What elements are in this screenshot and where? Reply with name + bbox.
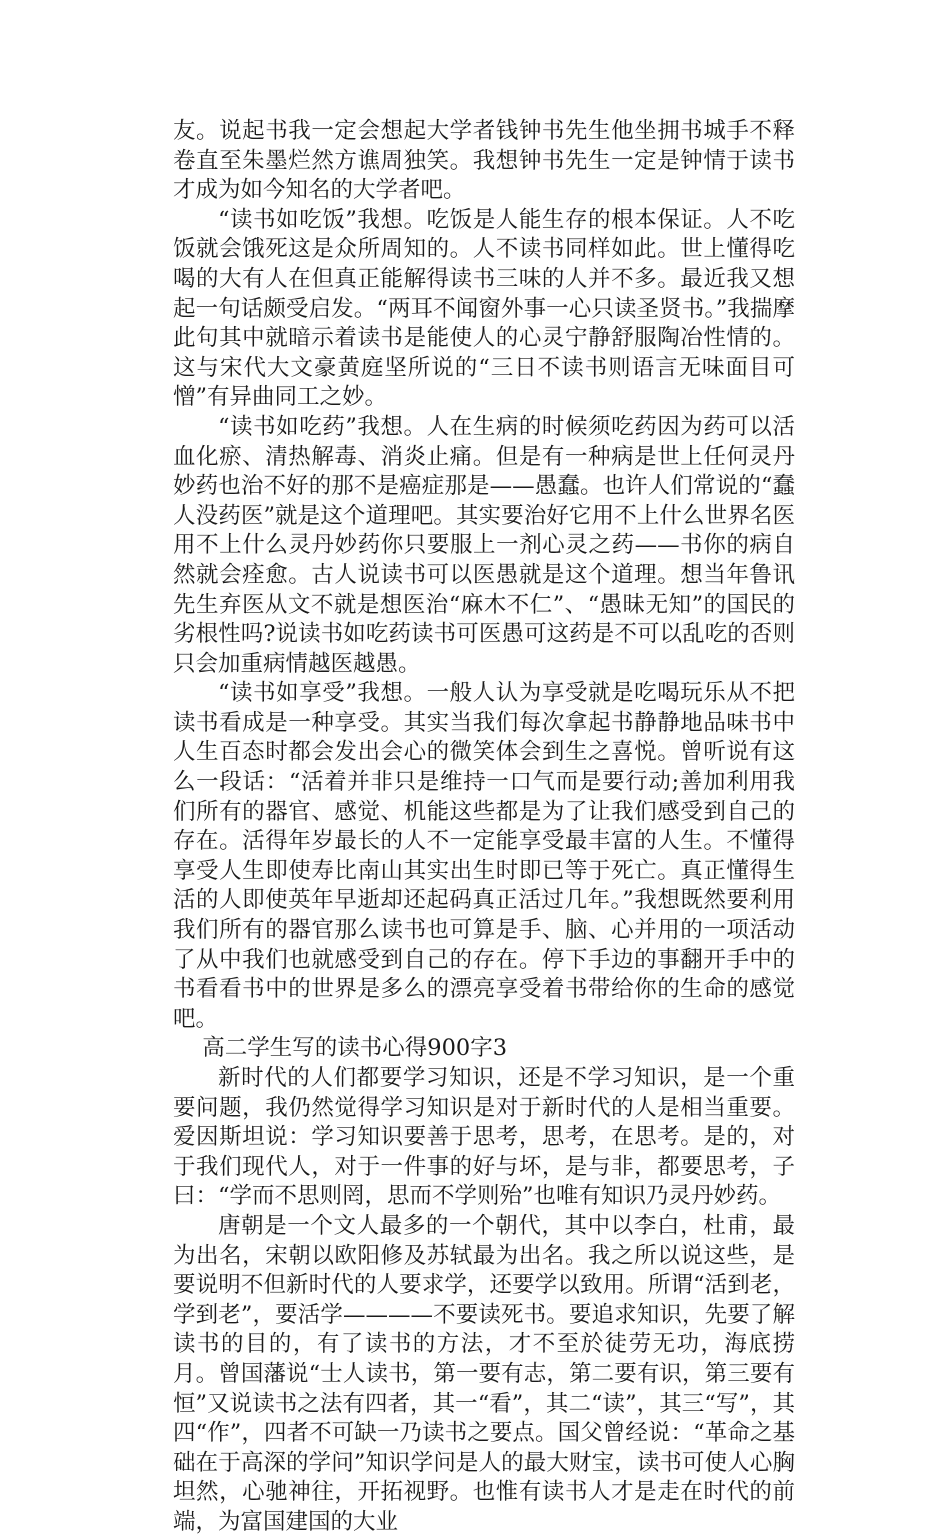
paragraph-reading-as-medicine: “读书如吃药”我想。人在生病的时候须吃药因为药可以活血化瘀、清热解毒、消炎止痛。但是有一种病是世上任何灵丹妙药也治不好的那不是癌症那是——愚蠢。也许人们常说的“蠢人没药医”就是这个道理吧。其实要治好它用不上什么世界名医用不上什么灵丹妙药你只要服上一剂心灵之药——书你的病自然就会痊愈。古人说读书可以医愚就是这个道理。想当年鲁讯先生弃医从文不就是想医治“麻木不仁”、“愚昧无知”的国民的劣根性吗?说读书如吃药读书可医愚可这药是不可以乱吃的否则只会加重病情越医越愚。 [173,413,795,677]
document-page [173,117,795,1538]
section-heading: 高二学生写的读书心得900字3 [202,1035,508,1062]
paragraph-tang-dynasty: 唐朝是一个文人最多的一个朝代，其中以李白，杜甫，最为出名，宋朝以欧阳修及苏轼最为出名。我之所以说这些，是要说明不但新时代的人要求学，还要学以致用。所谓“活到老，学到老”，要活学————不要读死书。要追求知识，先要了解读书的目的，有了读书的方法，才不至於徒劳无功，海底捞月。曾国藩说“士人读书，第一要有志，第二要有识，第三要有恒”又说读书之法有四者，其一“看”，其二“读”，其三“写”，其四“作”，四者不可缺一乃读书之要点。国父曾经说：“革命之基础在于高深的学问”知识学问是人的最大财宝，读书可使人心胸坦然，心驰神往，开拓视野。也惟有读书人才是走在时代的前端，为富国建国的大业 [173,1212,795,1535]
paragraph-learning-knowledge: 新时代的人们都要学习知识，还是不学习知识，是一个重要问题，我仍然觉得学习知识是对于新时代的人是相当重要。爱因斯坦说：学习知识要善于思考，思考，在思考。是的，对于我们现代人，对于一件事的好与坏，是与非，都要思考，子曰：“学而不思则罔，思而不学则殆”也唯有知识乃灵丹妙药。 [173,1065,795,1210]
paragraph-reading-as-enjoyment: “读书如享受”我想。一般人认为享受就是吃喝玩乐从不把读书看成是一种享受。其实当我们每次拿起书静静地品味书中人生百态时都会发出会心的微笑体会到生之喜悦。曾听说有这么一段话：“活着并非只是维持一口气而是要行动;善加利用我们所有的器官、感觉、机能这些都是为了让我们感受到自己的存在。活得年岁最长的人不一定能享受最丰富的人生。不懂得享受人生即使寿比南山其实出生时即已等于死亡。真正懂得生活的人即使英年早逝却还起码真正活过几年。”我想既然要利用我们所有的器官那么读书也可算是手、脑、心并用的一项活动了从中我们也就感受到自己的存在。停下手边的事翻开手中的书看看书中的世界是多么的漂亮享受着书带给你的生命的感觉吧。 [173,680,795,1032]
paragraph-continuation: 友。说起书我一定会想起大学者钱钟书先生他坐拥书城手不释卷直至朱墨烂然方谯周独笑。我想钟书先生一定是钟情于读书才成为如今知名的大学者吧。 [173,118,795,204]
paragraph-reading-as-eating: “读书如吃饭”我想。吃饭是人能生存的根本保证。人不吃饭就会饿死这是众所周知的。人不读书同样如此。世上懂得吃喝的大有人在但真正能解得读书三味的人并不多。最近我又想起一句话颇受启发。“两耳不闻窗外事一心只读圣贤书。”我揣摩此句其中就暗示着读书是能使人的心灵宁静舒服陶冶性情的。这与宋代大文豪黄庭坚所说的“三日不读书则语言无味面目可憎”有异曲同工之妙。 [173,206,795,411]
